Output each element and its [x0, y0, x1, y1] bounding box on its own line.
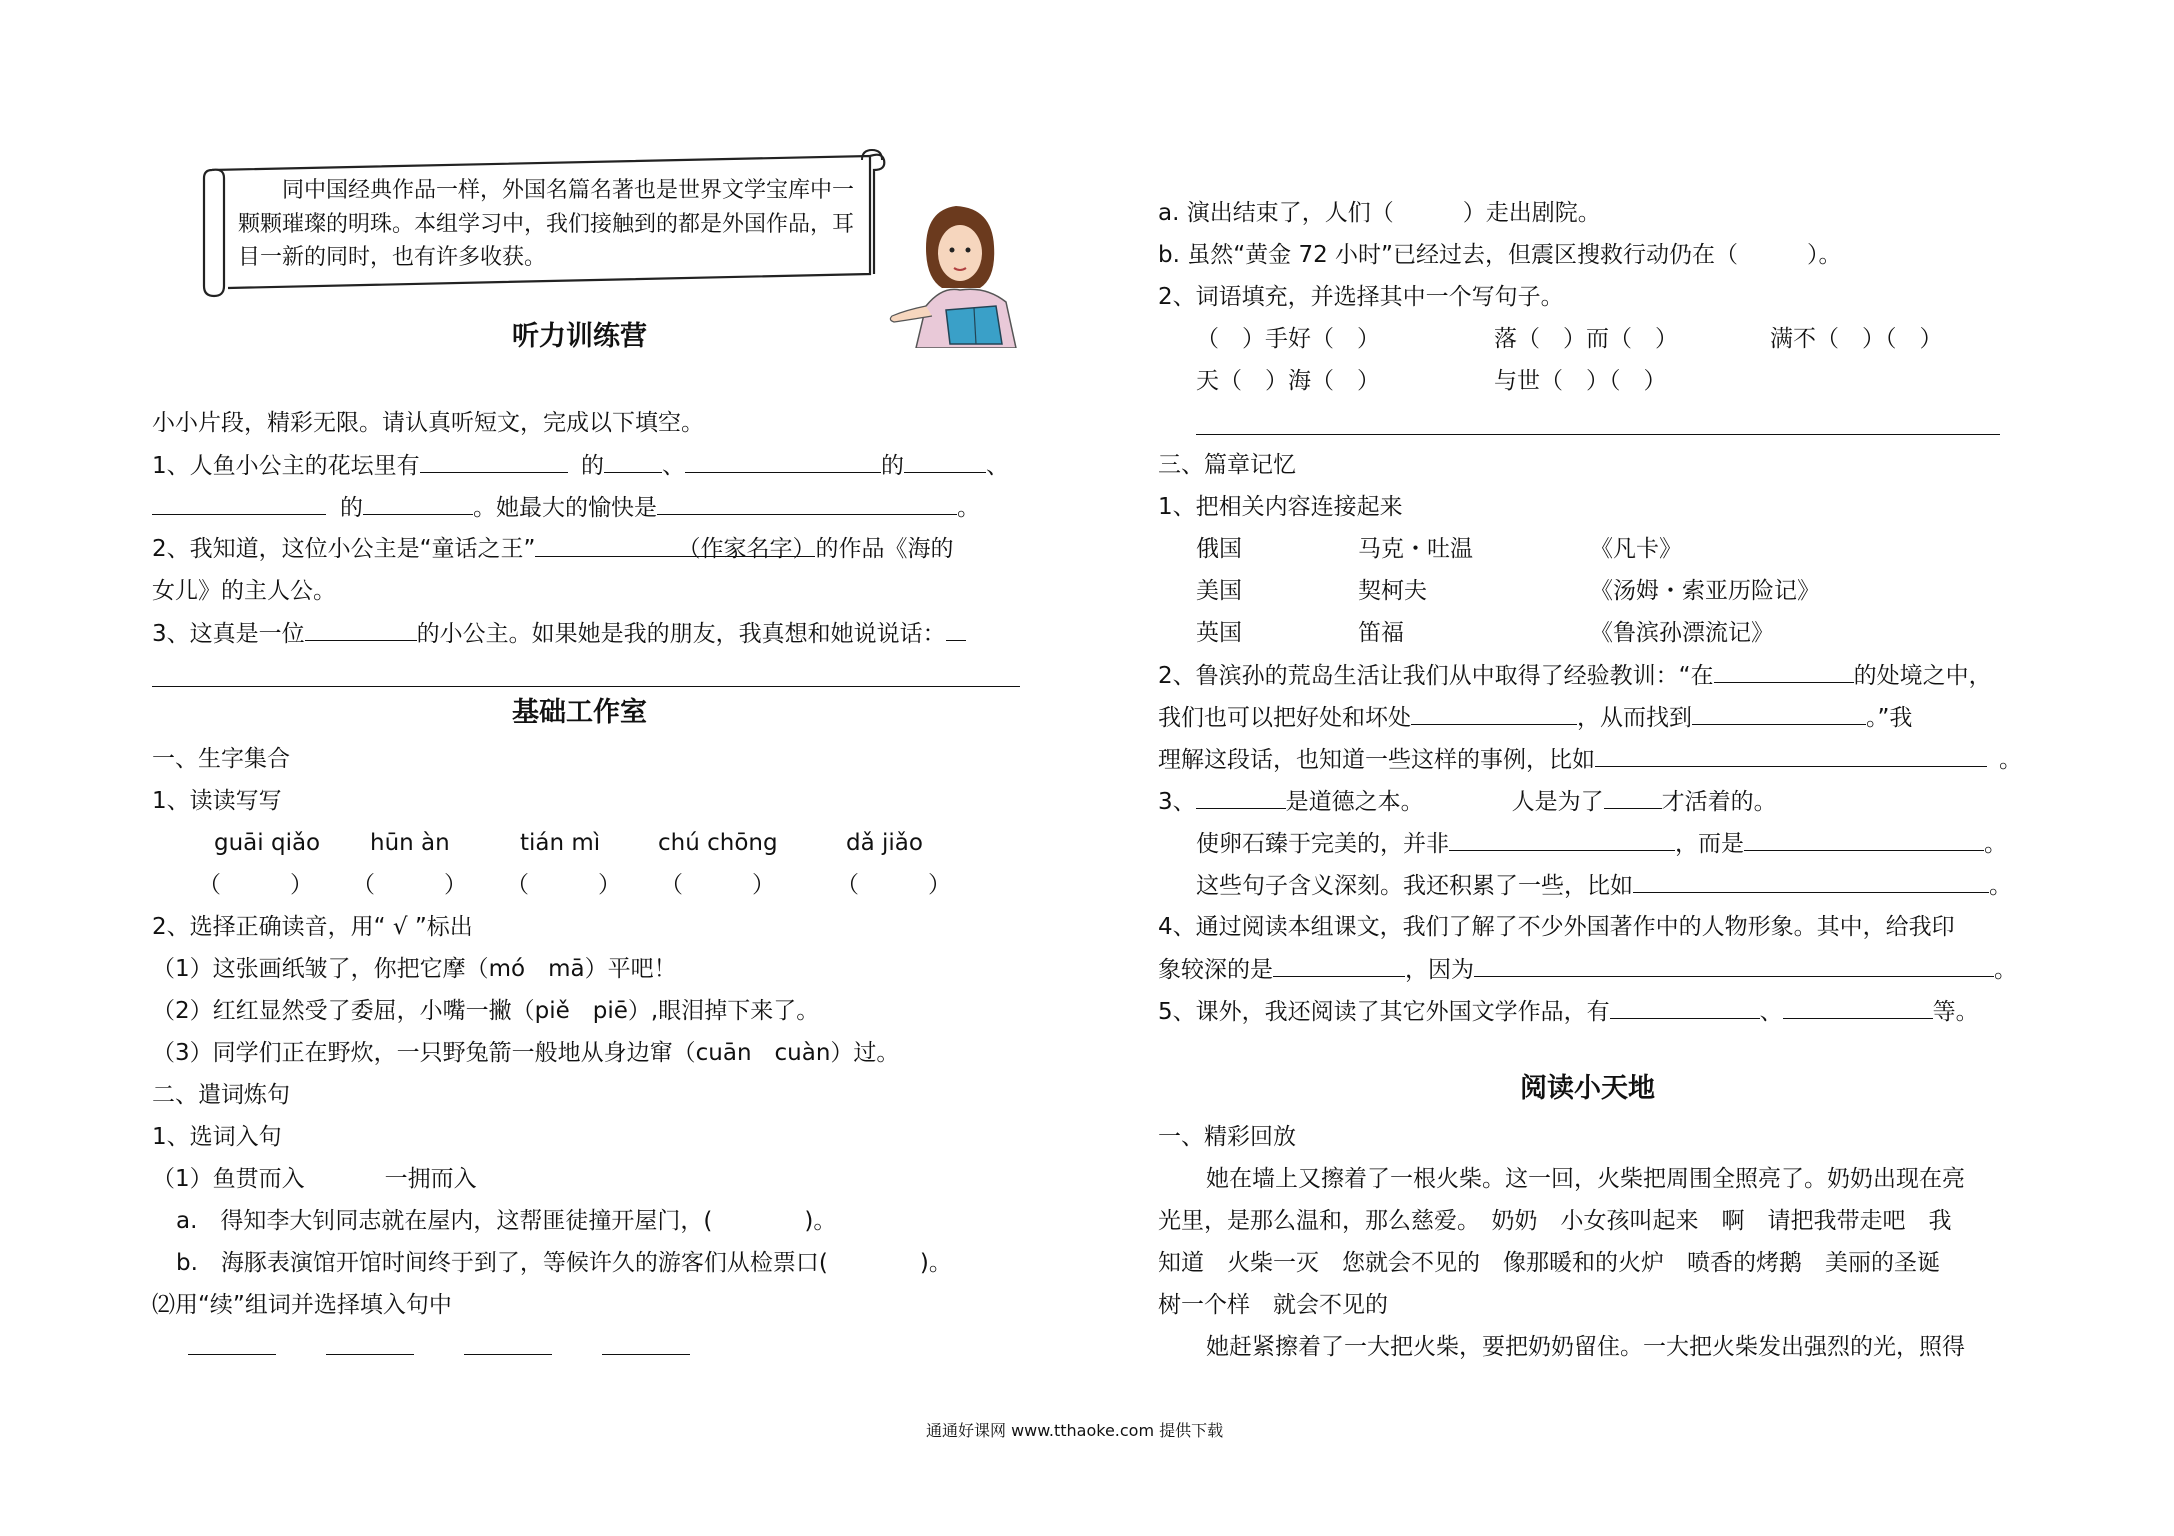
book-2: 《汤姆・索亚历险记》: [1590, 578, 1820, 604]
pinyin-4: chú chōng: [658, 830, 778, 856]
intro-line-2: 颗颗璀璨的明珠。本组学习中，我们接触到的都是外国作品，耳: [238, 212, 855, 237]
book-3: 《鲁滨孙漂流记》: [1590, 620, 1774, 646]
basics-s1-2: 2、选择正确读音，用“ √ ”标出: [152, 914, 473, 940]
answer-line: [1196, 434, 2000, 435]
intro-line-3: 目一新的同时，也有许多收获。: [238, 245, 547, 270]
right-q2-line2: 我们也可以把好处和坏处 ，从而找到 。”我: [1158, 702, 1912, 733]
blank-3[interactable]: [464, 1354, 552, 1355]
pinyin-answer-2[interactable]: （ ）: [352, 872, 467, 898]
sentence-a: a. 得知李大钊同志就在屋内，这帮匪徒撞开屋门，( )。: [176, 1208, 837, 1234]
right-q5: 5、课外，我还阅读了其它外国文学作品，有 、 等。: [1158, 996, 1979, 1027]
right-q3-line1: 3、 是道德之本。 人是为了 才活着的。: [1158, 786, 1777, 817]
right-sentence-b: b. 虽然“黄金 72 小时”已经过去，但震区搜救行动仍在（ ）。: [1158, 242, 1842, 268]
country-3: 英国: [1196, 620, 1242, 646]
reading-line-2: 光里，是那么温和，那么慈爱。 奶奶 小女孩叫起来 啊 请把我带走吧 我: [1158, 1208, 1952, 1234]
pronounce-1: （1）这张画纸皱了，你把它摩（mó mā）平吧！: [152, 956, 677, 982]
blank-2[interactable]: [326, 1354, 414, 1355]
pinyin-answer-1[interactable]: （ ）: [198, 872, 313, 898]
right-q2-line1: 2、鲁滨孙的荒岛生活让我们从中取得了经验教训：“在 的处境之中，: [1158, 660, 1992, 691]
right-sentence-a: a. 演出结束了，人们（ ）走出剧院。: [1158, 200, 1601, 226]
pronounce-2: （2）红红显然受了委屈，小嘴一撇（piě piē）,眼泪掉下来了。: [152, 998, 820, 1024]
pinyin-5: dǎ jiǎo: [846, 830, 923, 856]
idiom-1: （ ）手好（ ）: [1196, 326, 1380, 352]
basics-s2-2: ⑵用“续”组词并选择填入句中: [152, 1292, 452, 1318]
right-q4-line1: 4、通过阅读本组课文，我们了解了不少外国著作中的人物形象。其中，给我印: [1158, 914, 1955, 940]
blank-1[interactable]: [188, 1354, 276, 1355]
sentence-b: b. 海豚表演馆开馆时间终于到了，等候许久的游客们从检票口( )。: [176, 1250, 952, 1276]
listening-q1-line1: 1、人鱼小公主的花坛里有 的 、 的 、: [152, 450, 1009, 481]
country-2: 美国: [1196, 578, 1242, 604]
reading-line-5: 她赶紧擦着了一大把火柴，要把奶奶留住。一大把火柴发出强烈的光，照得: [1206, 1334, 1965, 1360]
basics-s2: 二、遣词炼句: [152, 1082, 290, 1108]
right-q2: 2、词语填充，并选择其中一个写句子。: [1158, 284, 1564, 310]
listening-q2-line2: 女儿》的主人公。: [152, 578, 336, 604]
pinyin-answer-3[interactable]: （ ）: [506, 872, 621, 898]
listening-title: 听力训练营: [512, 321, 647, 352]
right-s3: 三、篇章记忆: [1158, 452, 1296, 478]
listening-intro: 小小片段，精彩无限。请认真听短文，完成以下填空。: [152, 410, 704, 436]
right-q2-line3: 理解这段话，也知道一些这样的事例，比如 。: [1158, 744, 2022, 775]
pinyin-1: guāi qiǎo: [214, 830, 321, 856]
answer-line: [152, 686, 1020, 687]
idiom-2: 落（ ）而（ ）: [1494, 326, 1678, 352]
idiom-3: 满不（ ）（ ）: [1770, 326, 1943, 352]
basics-title: 基础工作室: [512, 697, 647, 728]
blank-4[interactable]: [602, 1354, 690, 1355]
pinyin-2: hūn àn: [370, 830, 450, 856]
reading-line-1: 她在墙上又擦着了一根火柴。这一回，火柴把周围全照亮了。奶奶出现在亮: [1206, 1166, 1965, 1192]
pinyin-3: tián mì: [520, 830, 601, 856]
basics-s1-1: 1、读读写写: [152, 788, 282, 814]
right-q3-line3: 这些句子含义深刻。我还积累了一些，比如 。: [1196, 870, 2012, 901]
listening-q3: 3、这真是一位 的小公主。如果她是我的朋友，我真想和她说说话：: [152, 618, 966, 649]
right-q4-line2: 象较深的是 ，因为 。: [1158, 954, 2017, 985]
listening-q1-line2: 的 。她最大的愉快是 。: [152, 492, 980, 523]
book-1: 《凡卡》: [1590, 536, 1682, 562]
basics-s1: 一、生字集合: [152, 746, 290, 772]
teacher-illustration: [886, 198, 1056, 348]
right-s3-1: 1、把相关内容连接起来: [1158, 494, 1403, 520]
reading-line-4: 树一个样 就会不见的: [1158, 1292, 1388, 1318]
reading-line-3: 知道 火柴一灭 您就会不见的 像那暖和的火炉 喷香的烤鹅 美丽的圣诞: [1158, 1250, 1940, 1276]
author-1: 马克・吐温: [1358, 536, 1473, 562]
pinyin-answer-5[interactable]: （ ）: [836, 872, 951, 898]
reading-s1: 一、精彩回放: [1158, 1124, 1296, 1150]
basics-s2-1: 1、选词入句: [152, 1124, 282, 1150]
footer-text: 通通好课网 www.tthaoke.com 提供下载: [926, 1421, 1224, 1440]
right-q3-line2: 使卵石臻于完美的，并非 ，而是 。: [1196, 828, 2007, 859]
author-3: 笛福: [1358, 620, 1404, 646]
idiom-5: 与世（ ）（ ）: [1494, 368, 1667, 394]
idiom-4: 天（ ）海（ ）: [1196, 368, 1380, 394]
intro-line-1: 同中国经典作品一样，外国名篇名著也是世界文学宝库中一: [282, 178, 855, 203]
pinyin-answer-4[interactable]: （ ）: [660, 872, 775, 898]
country-1: 俄国: [1196, 536, 1242, 562]
listening-q2-line1: 2、我知道，这位小公主是“童话之王” （作家名字）的作品《海的: [152, 536, 954, 562]
author-2: 契柯夫: [1358, 578, 1427, 604]
word-choice-1: （1）鱼贯而入 一拥而入: [152, 1166, 477, 1192]
pronounce-3: （3）同学们正在野炊，一只野兔箭一般地从身边窜（cuān cuàn）过。: [152, 1040, 900, 1066]
reading-title: 阅读小天地: [1520, 1073, 1655, 1104]
